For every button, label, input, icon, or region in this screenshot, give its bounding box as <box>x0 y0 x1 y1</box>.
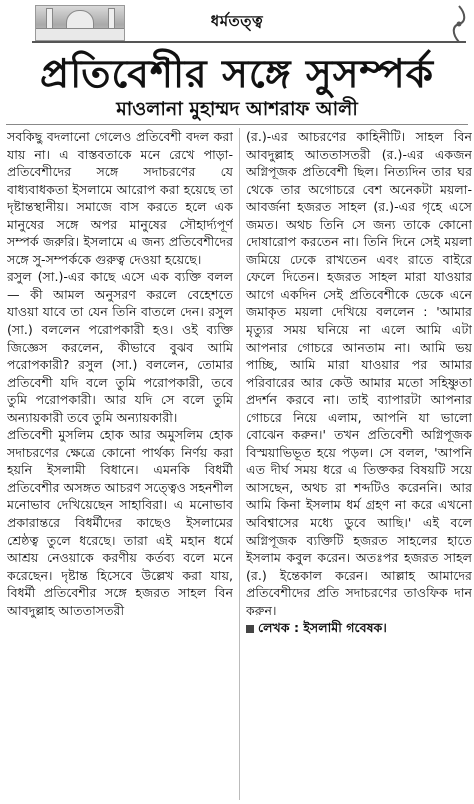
left-column <box>7 128 233 800</box>
bullet-square-icon <box>246 625 254 633</box>
column-divider <box>239 128 240 800</box>
paragraph: সবকিছু বদলানো গেলেও প্রতিবেশী বদল করা যায় না। এ বাস্তবতাকে মনে রেখে পাড়া-প্রতিবেশীদের সঙ্গে সদাচরণের যে বাধ্যবাধকতা ইসলামে আরোপ করা হয়েছে তা দৃষ্টান্তস্থানীয়। সমাজে বাস করতে হলে এক মানুষের সঙ্গে অপর মানুষের সৌহার্দ্যপূর্ণ সম্পর্ক জরুরি। ইসলামে এ জন্য প্রতিবেশীদের সঙ্গে সু-সম্পর্ককে গুরুত্ব দেওয়া হয়েছে। <box>7 129 233 267</box>
byline-divider <box>6 124 468 125</box>
author-note <box>246 619 472 637</box>
ornament-icon <box>450 4 468 44</box>
section-label: ধর্মতত্ত্ব <box>210 12 264 30</box>
header-divider <box>32 41 466 43</box>
right-column <box>246 128 472 800</box>
author-byline: মাওলানা মুহাম্মদ আশরাফ আলী <box>116 98 358 120</box>
paragraph: রসুল (সা.)-এর কাছে এসে এক ব্যক্তি বলল— কী আমল অনুসরণ করলে বেহেশতে যাওয়া যাবে তা যেন তিনি বাতলে দেন। রসুল (সা.) বললেন পরোপকারী হও। ওই ব্যক্তি জিজ্ঞেস করলেন, কীভাবে বুঝব আমি পরোপকারী? রসুল (সা.) বললেন, তোমার প্রতিবেশী যদি বলে তুমি পরোপকারী, তবে তুমি পরোপকারী। আর যদি সে বলে তুমি অন্যায়কারী তবে তুমি অন্যায়কারী। <box>7 269 233 425</box>
paragraph: (র.)-এর আচরণের কাহিনীটি। সাহল বিন আবদুল্লাহ আততাসতরী (র.)-এর একজন অগ্নিপূজক প্রতিবেশী ছিল। নিত্যদিন তার ঘর থেকে তার অগোচরে বেশ অনেকটা ময়লা-আবর্জনা হজরত সাহল (র.)-এর গৃহে এসে জমত। অথচ তিনি সে জন্য তাকে কোনো দোষারোপ করতেন না। তিনি দিনে সেই ময়লা জমিয়ে ঢেকে রাখতেন এবং রাতে বাইরে ফেলে দিতেন। হজরত সাহল মারা যাওয়ার আগে একদিন সেই প্রতিবেশীকে ডেকে এনে জমাকৃত ময়লা দেখিয়ে বললেন : 'আমার মৃত্যুর সময় ঘনিয়ে না এলে আমি এটা আপনার গোচরে আনতাম না। আমি ভয় পাচ্ছি, আমি মারা যাওয়ার পর আমার পরিবারের আর কেউ আমার মতো সহিষ্ণুতা প্রদর্শন করবে না। তাই ব্যাপারটা আপনার গোচরে নিয়ে এলাম, আপনি যা ভালো বোঝেন করুন।' তখন প্রতিবেশী অগ্নিপূজক বিস্ময়াভিভূত হয়ে পড়ল। সে বলল, 'আপনি এত দীর্ঘ সময় ধরে এ তিক্তকর বিষয়টি সয়ে আসছেন, অথচ রা শব্দটিও করেননি। আর আমি কিনা ইসলাম ধর্ম গ্রহণ না করে এখনো অবিশ্বাসের মধ্যে ডুবে আছি।' এই বলে অগ্নিপূজক ব্যক্তিটি হজরত সাহলের হাতে ইসলাম কবুল করেন। অতঃপর হজরত সাহল (র.) ইন্তেকাল করেন। আল্লাহ আমাদের প্রতিবেশীদের প্রতি সদাচরণের তাওফিক দান করুন। <box>246 129 472 618</box>
section-header <box>0 0 474 46</box>
author-note-text: লেখক : ইসলামী গবেষক। <box>258 620 387 636</box>
article-title: প্রতিবেশীর সঙ্গে সুসম্পর্ক <box>39 51 435 97</box>
paragraph: প্রতিবেশী মুসলিম হোক আর অমুসলিম হোক সদাচরণের ক্ষেত্রে কোনো পার্থক্য নির্ণয় করা হয়নি ইসলামী বিধানে। এমনকি বিধর্মী প্রতিবেশীর অসঙ্গত আচরণ সত্ত্বেও সহনশীল মনোভাব দেখিয়েছেন সাহাবিরা। এ মনোভাব প্রকারান্তরে বিধর্মীদের কাছেও ইসলামের শ্রেষ্ঠত্ব তুলে ধরেছে। তারা এই মহান ধর্মে আশ্রয় নেওয়াকে করণীয় কর্তব্য বলে মনে করেছেন। দৃষ্টান্ত হিসেবে উল্লেখ করা যায়, বিধর্মী প্রতিবেশীর সঙ্গে হজরত সাহল বিন আবদুল্লাহ আততাসতরী <box>7 427 233 618</box>
